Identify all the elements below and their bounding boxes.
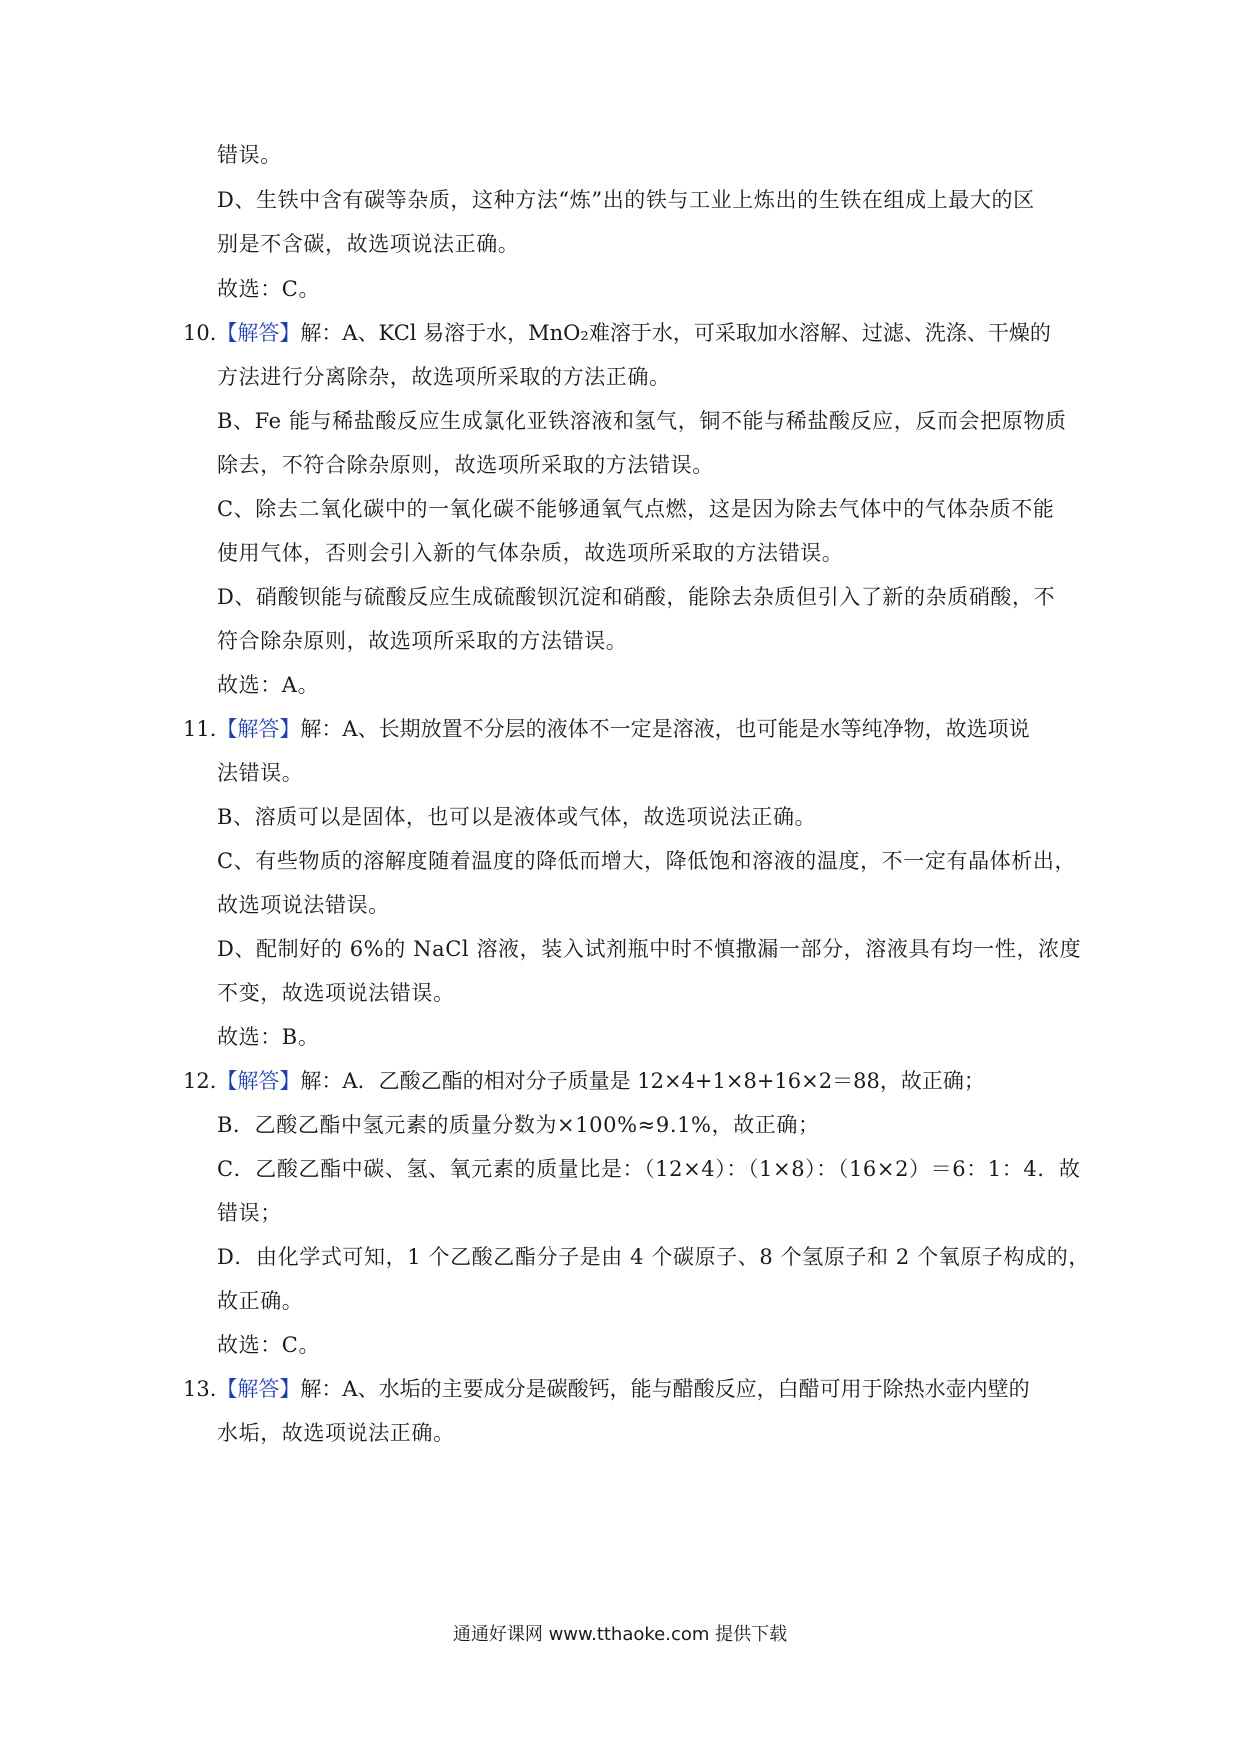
question-13 xyxy=(183,1374,1030,1404)
question-number: 10. xyxy=(183,321,217,345)
text-line: 错误； xyxy=(217,1201,282,1225)
text-line: D、硝酸钡能与硫酸反应生成硫酸钡沉淀和硝酸，能除去杂质但引入了新的杂质硝酸，不 xyxy=(217,585,1056,609)
text-line: B．乙酸乙酯中氢元素的质量分数为×100%≈9.1%，故正确； xyxy=(217,1113,820,1137)
text-line: 除去，不符合除杂原则，故选项所采取的方法错误。 xyxy=(217,453,714,477)
text-line: 故选：A。 xyxy=(217,673,320,697)
text-line: B、Fe 能与稀盐酸反应生成氯化亚铁溶液和氢气，铜不能与稀盐酸反应，反而会把原物质 xyxy=(217,409,1067,433)
text-line: C、有些物质的溶解度随着温度的降低而增大，降低饱和溶液的温度，不一定有晶体析出， xyxy=(217,849,1077,873)
text-line: C、除去二氧化碳中的一氧化碳不能够通氧气点燃，这是因为除去气体中的气体杂质不能 xyxy=(217,497,1055,521)
text-line: C．乙酸乙酯中碳、氢、氧元素的质量比是：（12×4）：（1×8）：（16×2）＝6：1：4．故 xyxy=(217,1157,1081,1181)
text-line: D、配制好的 6%的 NaCl 溶液，装入试剂瓶中时不慎撒漏一部分，溶液具有均一性，浓度 xyxy=(217,937,1082,961)
question-number: 11. xyxy=(183,717,217,741)
question-number: 12. xyxy=(183,1069,217,1093)
question-number: 13. xyxy=(183,1377,217,1401)
text-line: 解：A．乙酸乙酯的相对分子质量是 12×4+1×8+16×2＝88，故正确； xyxy=(300,1069,985,1093)
question-11 xyxy=(183,714,1030,744)
text-line: 错误。 xyxy=(217,143,282,167)
answer-tag: 【解答】 xyxy=(216,1069,301,1093)
text-line: 使用气体，否则会引入新的气体杂质，故选项所采取的方法错误。 xyxy=(217,541,844,565)
text-line: 水垢，故选项说法正确。 xyxy=(217,1421,455,1445)
text-line: 故选项说法错误。 xyxy=(217,893,390,917)
question-10 xyxy=(183,318,1051,348)
text-line: 故选：B。 xyxy=(217,1025,320,1049)
text-line: 解：A、KCl 易溶于水，MnO₂难溶于水，可采取加水溶解、过滤、洗涤、干燥的 xyxy=(300,321,1051,345)
text-line: 符合除杂原则，故选项所采取的方法错误。 xyxy=(217,629,628,653)
text-line: D、生铁中含有碳等杂质，这种方法“炼”出的铁与工业上炼出的生铁在组成上最大的区 xyxy=(217,188,1035,212)
text-line: D．由化学式可知，1 个乙酸乙酯分子是由 4 个碳原子、8 个氢原子和 2 个氧原子构成的， xyxy=(217,1245,1090,1269)
answer-tag: 【解答】 xyxy=(216,717,301,741)
text-line: 不变，故选项说法错误。 xyxy=(217,981,455,1005)
question-12 xyxy=(183,1066,985,1096)
text-line: 故选：C。 xyxy=(217,1333,321,1357)
answer-tag: 【解答】 xyxy=(216,1377,301,1401)
text-line: 解：A、长期放置不分层的液体不一定是溶液，也可能是水等纯净物，故选项说 xyxy=(300,717,1030,741)
answer-tag: 【解答】 xyxy=(216,321,301,345)
text-line: 方法进行分离除杂，故选项所采取的方法正确。 xyxy=(217,365,671,389)
text-line: 解：A、水垢的主要成分是碳酸钙，能与醋酸反应，白醋可用于除热水壶内壁的 xyxy=(300,1377,1030,1401)
text-line: 法错误。 xyxy=(217,761,304,785)
page-footer: 通通好课网 www.tthaoke.com 提供下载 xyxy=(452,1624,788,1645)
text-line: 故正确。 xyxy=(217,1289,304,1313)
text-line: 故选：C。 xyxy=(217,277,321,301)
text-line: B、溶质可以是固体，也可以是液体或气体，故选项说法正确。 xyxy=(217,805,817,829)
text-line: 别是不含碳，故选项说法正确。 xyxy=(217,232,520,256)
